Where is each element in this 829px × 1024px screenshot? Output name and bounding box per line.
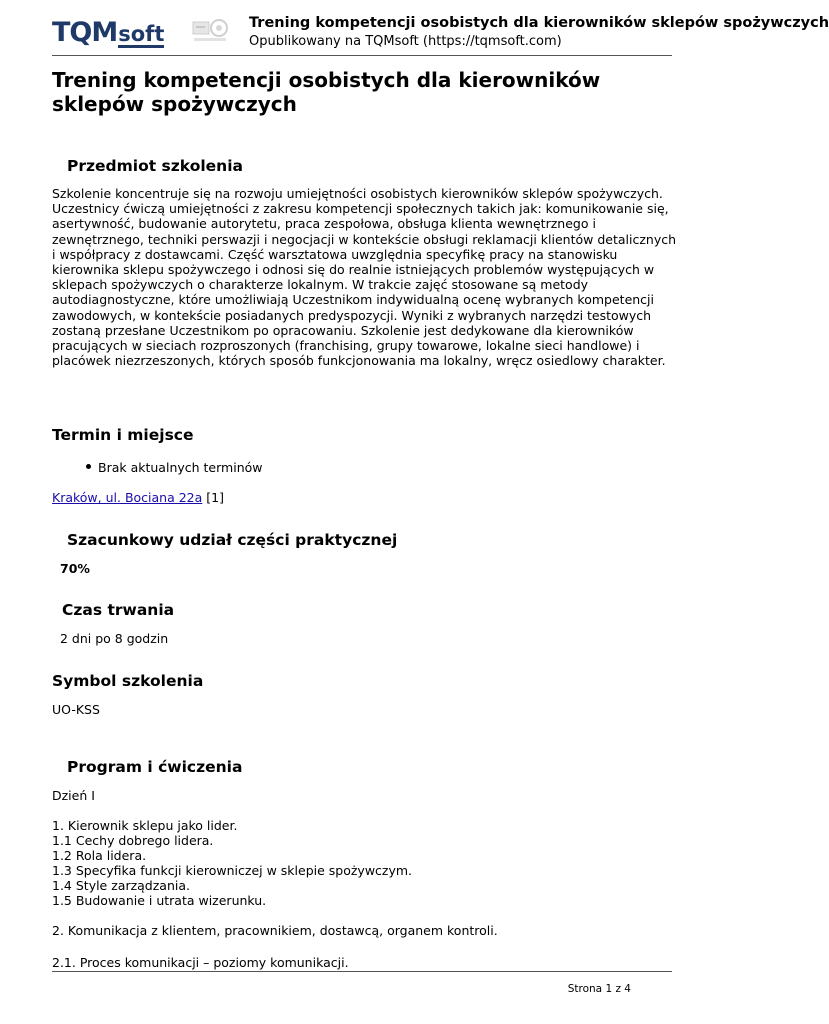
duration-value: 2 dni po 8 godzin [60,631,169,646]
header-published-note: Opublikowany na TQMsoft (https://tqmsoft.com) [249,34,562,49]
program-heading: Program i ćwiczenia [67,758,243,776]
location-reference: [1] [206,490,225,505]
practical-share-heading: Szacunkowy udział części praktycznej [67,531,398,549]
location-link[interactable]: Kraków, ul. Bociana 22a [52,490,203,505]
program-item: 1.2 Rola lidera. [52,848,147,863]
schedule-heading: Termin i miejsce [52,426,194,444]
duration-heading: Czas trwania [62,601,175,619]
header-document-title: Trening kompetencji osobistych dla kierowników sklepów spożywczych [249,15,829,31]
practical-share-value: 70% [60,561,90,576]
header-divider [52,55,672,56]
program-item: 1. Kierownik sklepu jako lider. [52,818,238,833]
subject-heading: Przedmiot szkolenia [67,157,243,175]
symbol-heading: Symbol szkolenia [52,672,204,690]
page-header [52,14,829,54]
location-line [52,490,224,505]
subject-description: Szkolenie koncentruje się na rozwoju umiejętności osobistych kierowników sklepów spożywczych. Uczestnicy ćwiczą umiejętności z zakresu kompetencji społecznych takich jak: komunikowanie się, asertywność, budowanie autorytetu, praca zespołowa, obsługa klienta wewnętrznego i zewnętrznego, techniki perswazji i negocjacji w kontekście obsługi reklamacji klientów detalicznych i współpracy z dostawcami. Część warsztatowa uwzględnia specyfikę pracy na stanowisku kierownika sklepu spożywczego i odnosi się do realnie istniejących problemów występujących w sklepach spożywczych o charakterze lokalnym. W trakcie zajęć stosowane są metody autodiagnostyczne, które umożliwiają Uczestnikom indywidualną ocenę wybranych kompetencji zawodowych, w kontekście posiadanych predyspozycji. Wyniki z wybranych narzędzi testowych zostaną przesłane Uczestnikom po opracowaniu. Szkolenie jest dedykowane dla kierowników pracujących w sieciach rozproszonych (franchising, grupy towarowe, lokalne sieci handlowe) i placówek niezrzeszonych, których sposób funkcjonowania ma lokalny, wręcz osiedlowy charakter. [52,186,677,369]
no-dates-text: Brak aktualnych terminów [98,460,263,475]
schedule-list-item [86,460,262,475]
program-item: 1.4 Style zarządzania. [52,878,190,893]
program-item: 2.1. Proces komunikacji – poziomy komunikacji. [52,955,349,970]
program-item: 1.3 Specyfika funkcji kierowniczej w sklepie spożywczym. [52,863,413,878]
bullet-icon [86,464,91,469]
footer-divider [52,971,672,972]
symbol-value: UO-KSS [52,702,100,717]
page-number: Strona 1 z 4 [567,983,631,995]
program-day: Dzień I [52,788,95,803]
program-item: 2. Komunikacja z klientem, pracownikiem, dostawcą, organem kontroli. [52,923,498,938]
certification-icon [192,16,228,44]
logo-sub-text: soft [118,22,165,46]
program-item: 1.5 Budowanie i utrata wizerunku. [52,893,267,908]
logo-main-text: TQM [52,17,118,48]
program-item: 1.1 Cechy dobrego lidera. [52,833,214,848]
tqmsoft-logo [52,16,164,48]
page-title: Trening kompetencji osobistych dla kierowników sklepów spożywczych [52,68,601,116]
